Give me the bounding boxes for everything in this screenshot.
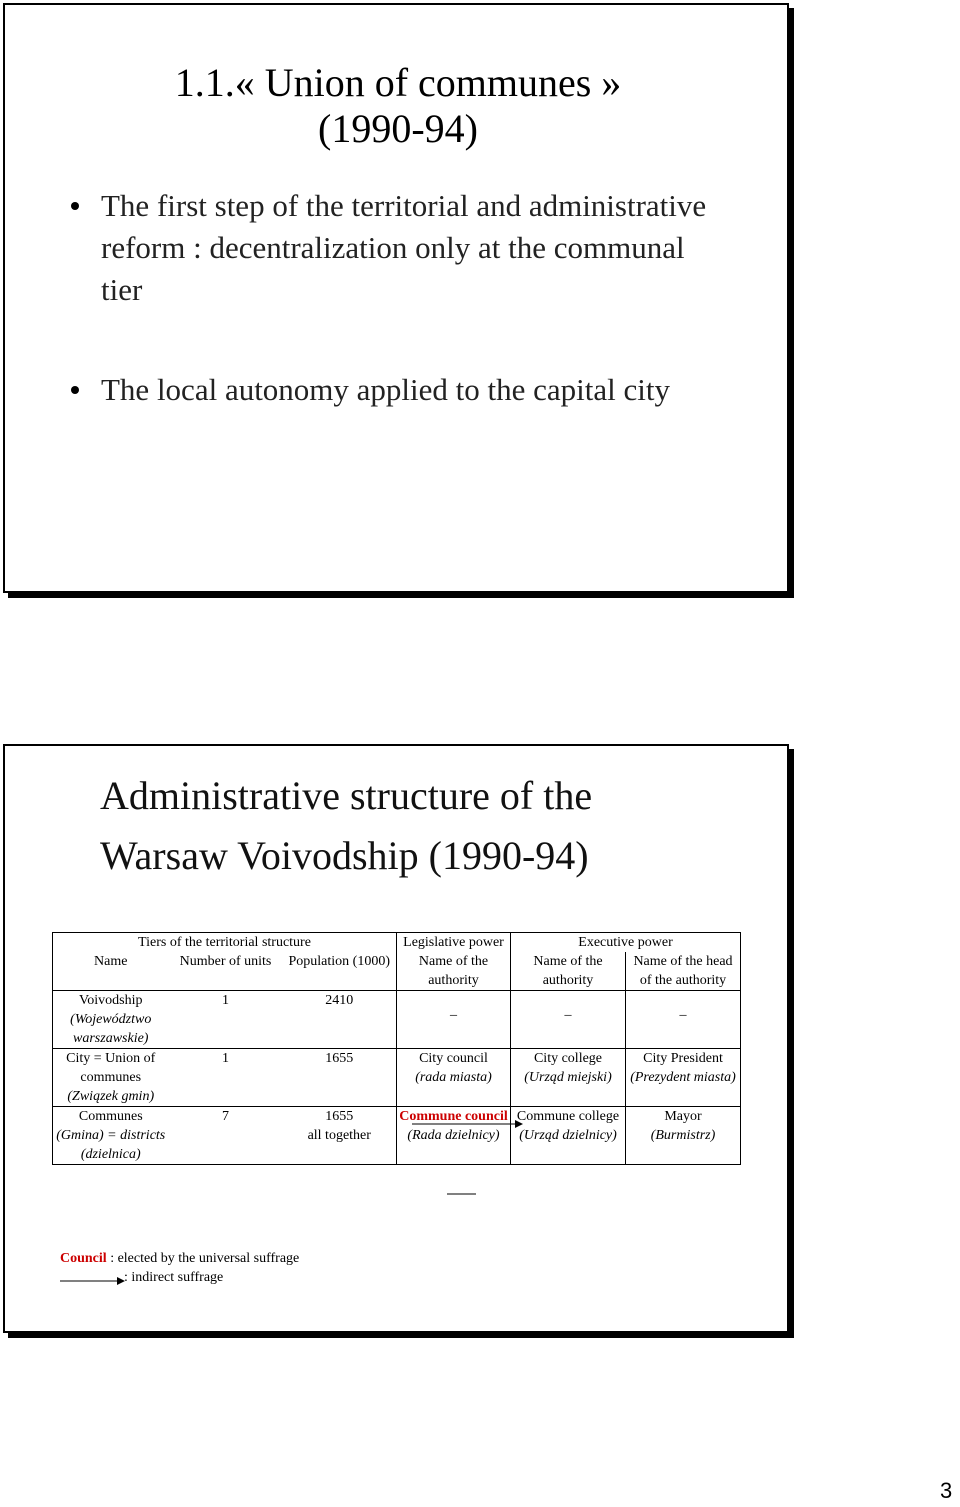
bullet-item <box>71 369 711 411</box>
page-number: 3 <box>940 1478 953 1503</box>
structure-table-wrapper <box>52 932 740 1285</box>
bullet-text: The first step of the territorial and administrative reform : decentralization only at the communal tier <box>101 188 707 307</box>
slide-2-title-line-1: Administrative structure of the <box>100 773 593 818</box>
header-legislative: Legislative power <box>397 933 511 953</box>
cell-executive-name: Commune college <box>516 1109 620 1124</box>
slide-1-title-line-1: 1.1.« Union of communes » <box>174 60 622 105</box>
col-header-leg-authority: Name of the authority <box>397 952 511 991</box>
cell-executive-local: (Urząd dzielnicy) <box>519 1128 617 1143</box>
cell-legislative-name: City council <box>419 1051 488 1066</box>
cell-legislative-name: Commune council <box>399 1109 508 1124</box>
cell-population: 1655 <box>283 1049 397 1107</box>
cell-legislative-local: (rada miasta) <box>415 1070 492 1085</box>
cell-dash: _ <box>450 1003 457 1018</box>
col-header-name: Name <box>53 952 169 991</box>
cell-population-note: all together <box>307 1128 371 1143</box>
col-header-population: Population (1000) <box>283 952 397 991</box>
legend-arrow-text: : indirect suffrage <box>124 1270 224 1285</box>
col-header-units: Number of units <box>169 952 283 991</box>
cell-units: 1 <box>169 1049 283 1107</box>
cell-name-local: (Związek gmin) <box>67 1089 155 1104</box>
cell-population-value: 1655 <box>325 1109 354 1124</box>
cell-name-local-2: (dzielnica) <box>80 1147 141 1162</box>
cell-executive-local: (Urząd miejski) <box>524 1070 612 1085</box>
slide-2 <box>3 744 789 1333</box>
bullet-text: The local autonomy applied to the capital city <box>101 372 671 407</box>
cell-head-name: City President <box>643 1051 723 1066</box>
cell-units: 1 <box>169 991 283 1049</box>
legend-arrow-icon <box>60 1277 130 1287</box>
header-tiers: Tiers of the territorial structure <box>53 933 397 953</box>
col-header-exec-authority: Name of the authority <box>511 952 626 991</box>
bullet-item <box>71 185 711 311</box>
cell-name: Communes <box>78 1109 143 1124</box>
legend-council-word: Council <box>60 1251 107 1266</box>
slide-1-title <box>5 60 791 152</box>
cell-head-name: Mayor <box>664 1109 702 1124</box>
cell-units: 7 <box>169 1107 283 1165</box>
cell-executive-name: City college <box>533 1051 603 1066</box>
bullet-dot-icon <box>71 386 79 394</box>
cell-name-local: (Gmina) = districts <box>56 1128 166 1143</box>
cell-legislative-local: (Rada dzielnicy) <box>407 1128 500 1143</box>
table-legend <box>52 1249 740 1287</box>
legend-arrow-row <box>52 1268 740 1287</box>
legend-council-row <box>52 1249 740 1268</box>
cell-population: 2410 <box>283 991 397 1049</box>
cell-name: City = Union of communes <box>66 1051 156 1085</box>
cell-head-local: (Burmistrz) <box>650 1128 716 1143</box>
bullet-dot-icon <box>71 202 79 210</box>
legend-council-text: : elected by the universal suffrage <box>106 1251 300 1266</box>
slide-2-title <box>100 766 740 886</box>
cell-dash: _ <box>679 1003 687 1018</box>
slide-1-title-line-2: (1990-94) <box>318 106 478 151</box>
cell-head-local: (Prezydent miasta) <box>630 1070 736 1085</box>
cell-dash: _ <box>564 1003 572 1018</box>
header-executive: Executive power <box>511 933 741 953</box>
slide-1 <box>3 3 789 593</box>
slide-1-bullet-list <box>71 185 711 411</box>
cell-name-local: (Województwo warszawskie) <box>70 1012 152 1046</box>
slide-2-title-line-2: Warsaw Voivodship (1990-94) <box>100 833 589 878</box>
cell-name: Voivodship <box>78 993 143 1008</box>
table-arrows <box>52 932 740 1252</box>
col-header-exec-head: Name of the head of the authority <box>626 952 741 991</box>
